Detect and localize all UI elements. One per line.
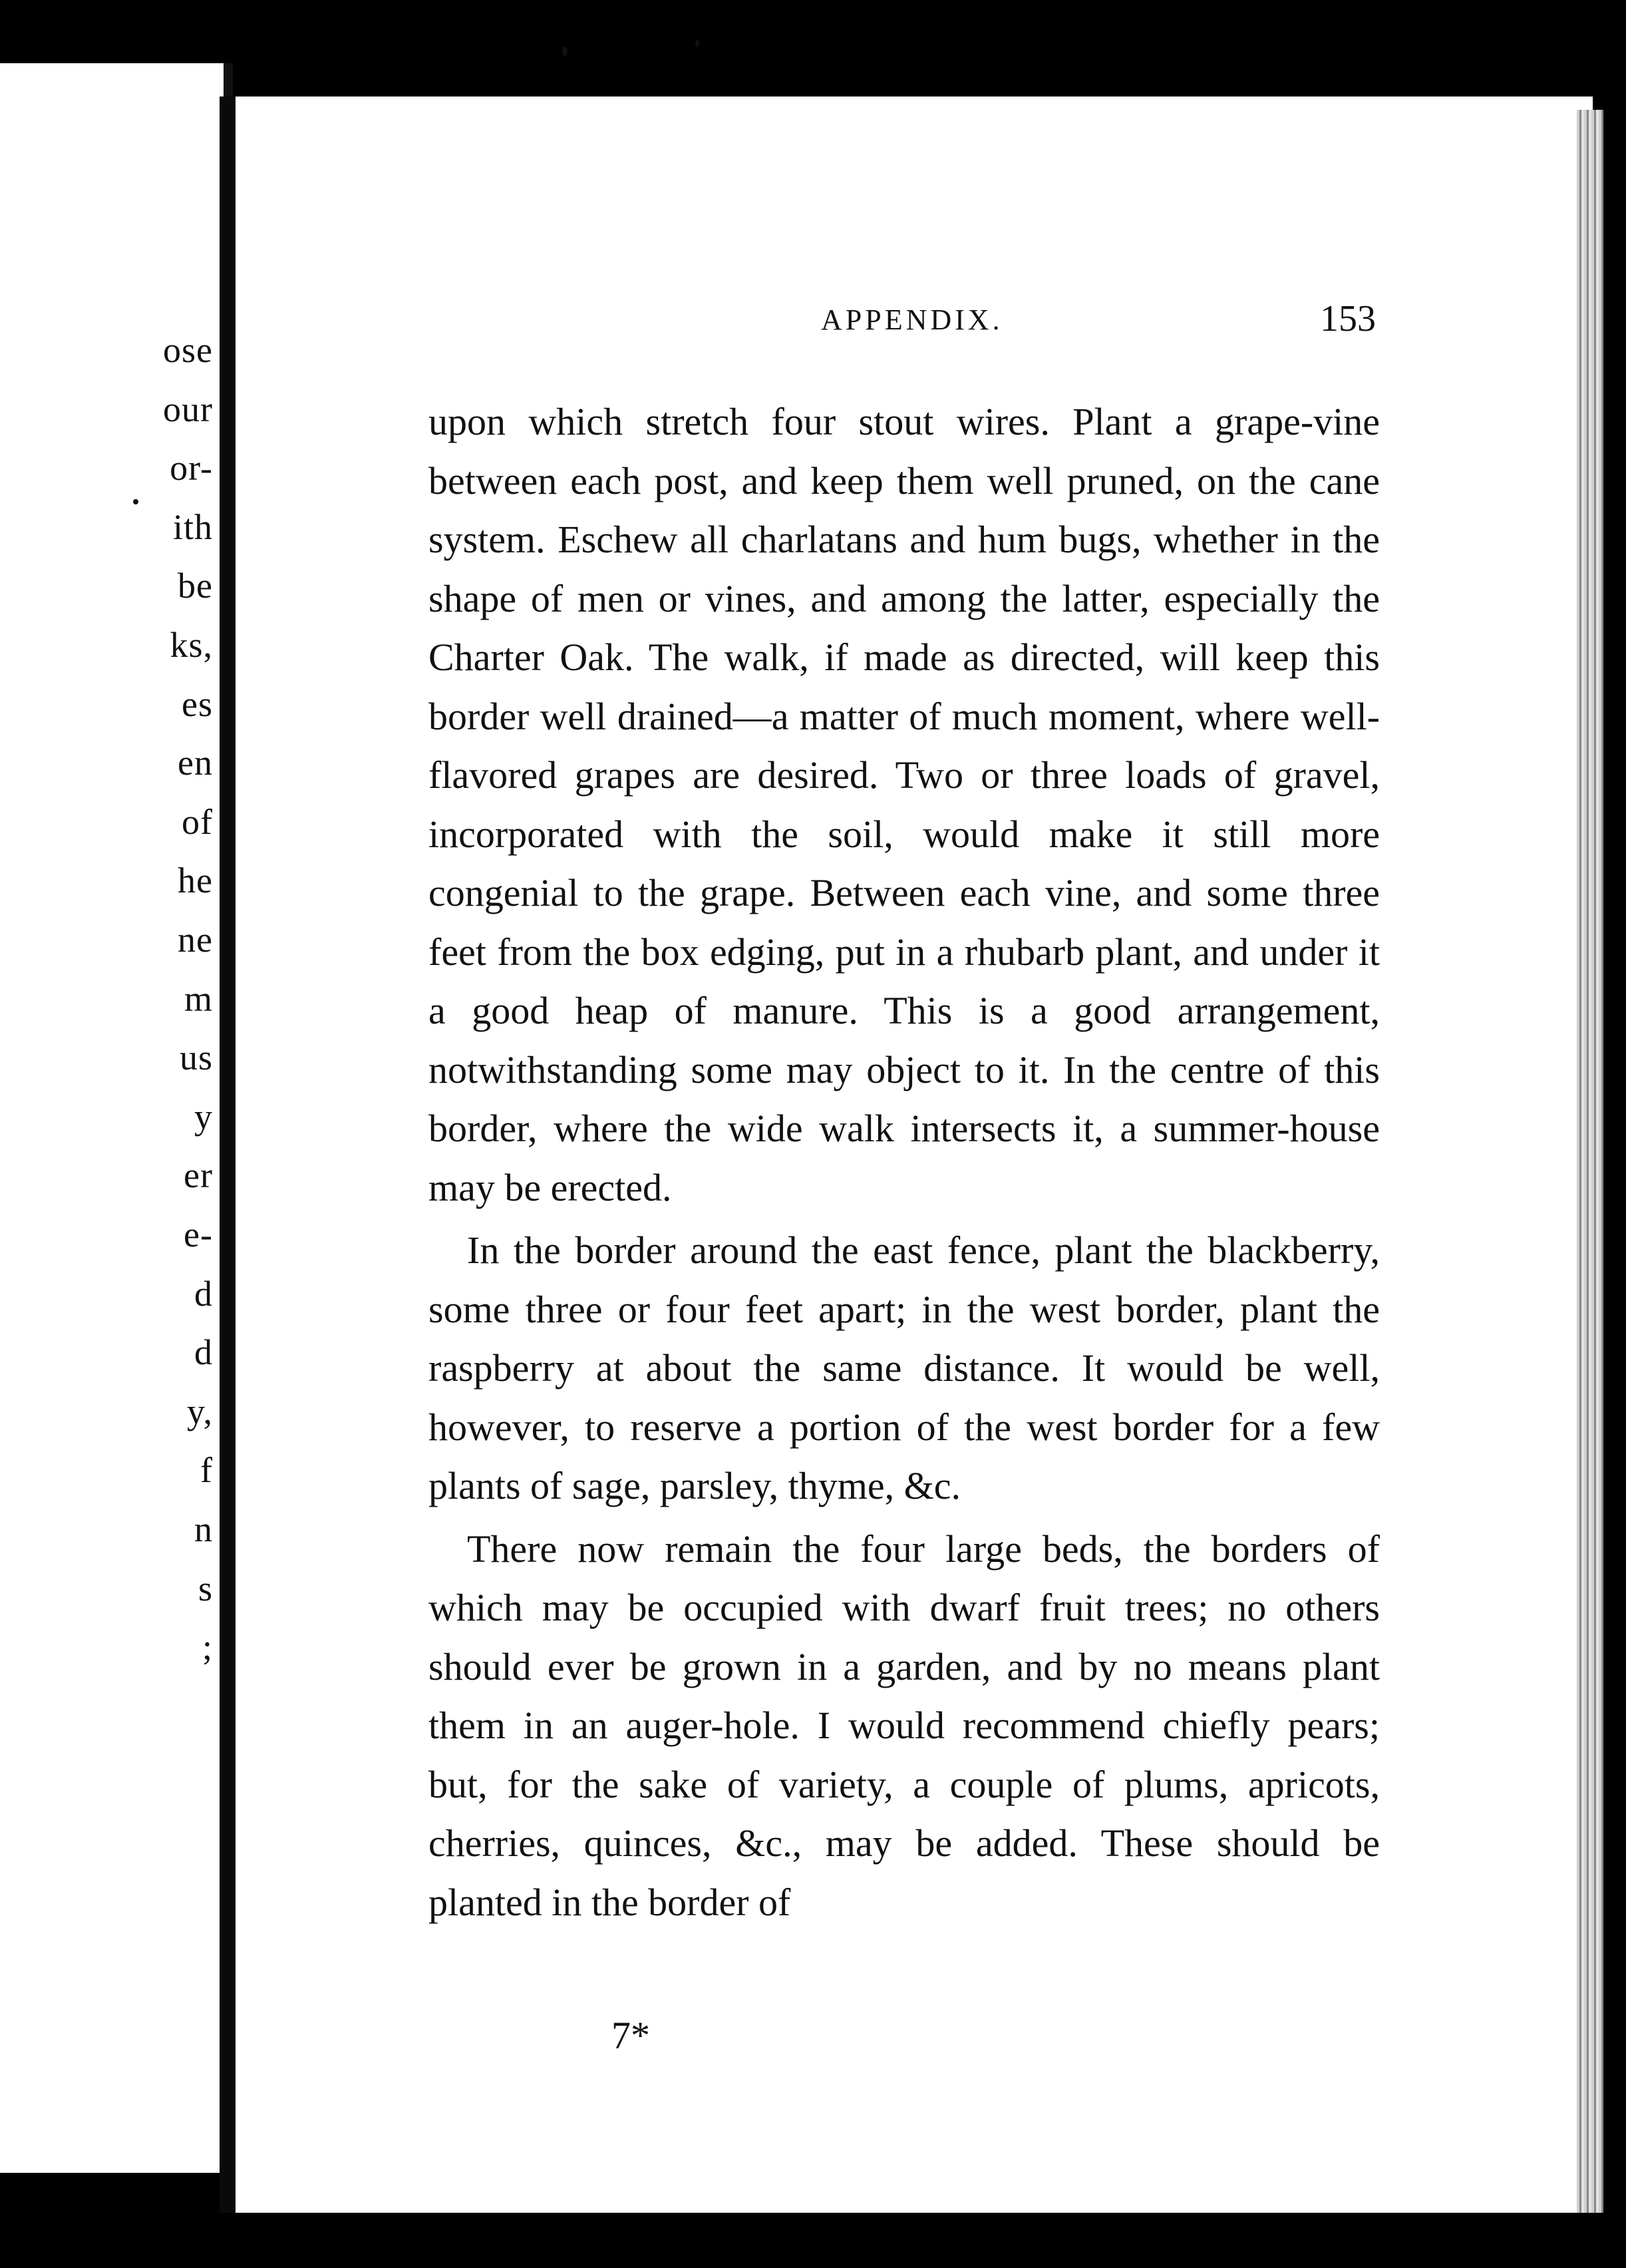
facing-page-fragment: ose [163, 330, 213, 370]
facing-page-fragment: he [178, 860, 213, 901]
facing-page-fragment: our [163, 389, 213, 429]
facing-page-fragment: ks, [170, 625, 213, 665]
facing-page-fragment: y, [187, 1391, 213, 1431]
facing-page-fragment: m [184, 978, 213, 1019]
facing-page-fragment: es [182, 683, 213, 724]
running-head [236, 298, 1593, 356]
facing-page [0, 63, 233, 2173]
facing-page-fragment: f [200, 1450, 213, 1491]
facing-page-fragment: y [194, 1096, 213, 1137]
facing-page-fragment: ne [178, 920, 213, 960]
signature-mark: 7* [611, 2014, 650, 2057]
page-number: 153 [1320, 298, 1376, 339]
facing-page-fragment: d [194, 1273, 213, 1314]
facing-page-fragment: er [184, 1155, 213, 1196]
body-text [428, 393, 1380, 1932]
book-page [220, 96, 1593, 2213]
paragraph-2: In the border around the east fence, plant the blackberry, some three or four feet apart; in the west border, plant the raspberry at about the same distance. It would be well, however, to reserve a portion of the west border for a few plants of sage, parsley, thyme, &c. [428, 1228, 1380, 1507]
paragraph-3: There now remain the four large beds, the borders of which may be occupied with dwarf fruit trees; no others should ever be grown in a garden, and by no means plant them in an auger-hole. I would recommend chiefly pears; but, for the sake of variety, a couple of plums, apricots, cherries, quinces, &c., may be added. These should be planted in the border of [428, 1527, 1380, 1924]
scan-speck [562, 47, 568, 56]
facing-page-fragment: en [178, 743, 213, 783]
scan-speck [695, 40, 699, 47]
facing-page-fragment: or- [170, 448, 213, 488]
page-edges [1577, 110, 1603, 2213]
facing-page-fragment: d [194, 1332, 213, 1373]
facing-page-fragment: be [178, 566, 213, 606]
facing-page-fragment: e- [184, 1215, 213, 1254]
facing-page-fragment: of [182, 801, 213, 842]
facing-page-fragment: ith [172, 506, 213, 547]
scan-speck [133, 499, 138, 504]
facing-page-fragment: n [194, 1509, 213, 1549]
paragraph-1: upon which stretch four stout wires. Plant a grape-vine between each post, and keep them well pruned, on the cane system. Eschew all charlatans and hum bugs, whether in the shape of men or vines, and among the latter, especially the Charter Oak. The walk, if made as directed, will keep this border well drained—a matter of much moment, where well-flavored grapes are desired. Two or three loads of gravel, incorporated with the soil, would make it still more congenial to the grape. Between each vine, and some three feet from the box edging, put in a rhubarb plant, and under it a good heap of manure. This is a good arrangement, notwithstanding some may object to it. In the centre of this border, where the wide walk intersects it, a summer-house may be erected. [428, 400, 1380, 1209]
facing-page-fragment: us [179, 1038, 213, 1078]
facing-page-fragment: ; [202, 1627, 213, 1668]
running-head-title: APPENDIX. [821, 303, 1003, 336]
facing-page-fragment: s [198, 1568, 213, 1608]
